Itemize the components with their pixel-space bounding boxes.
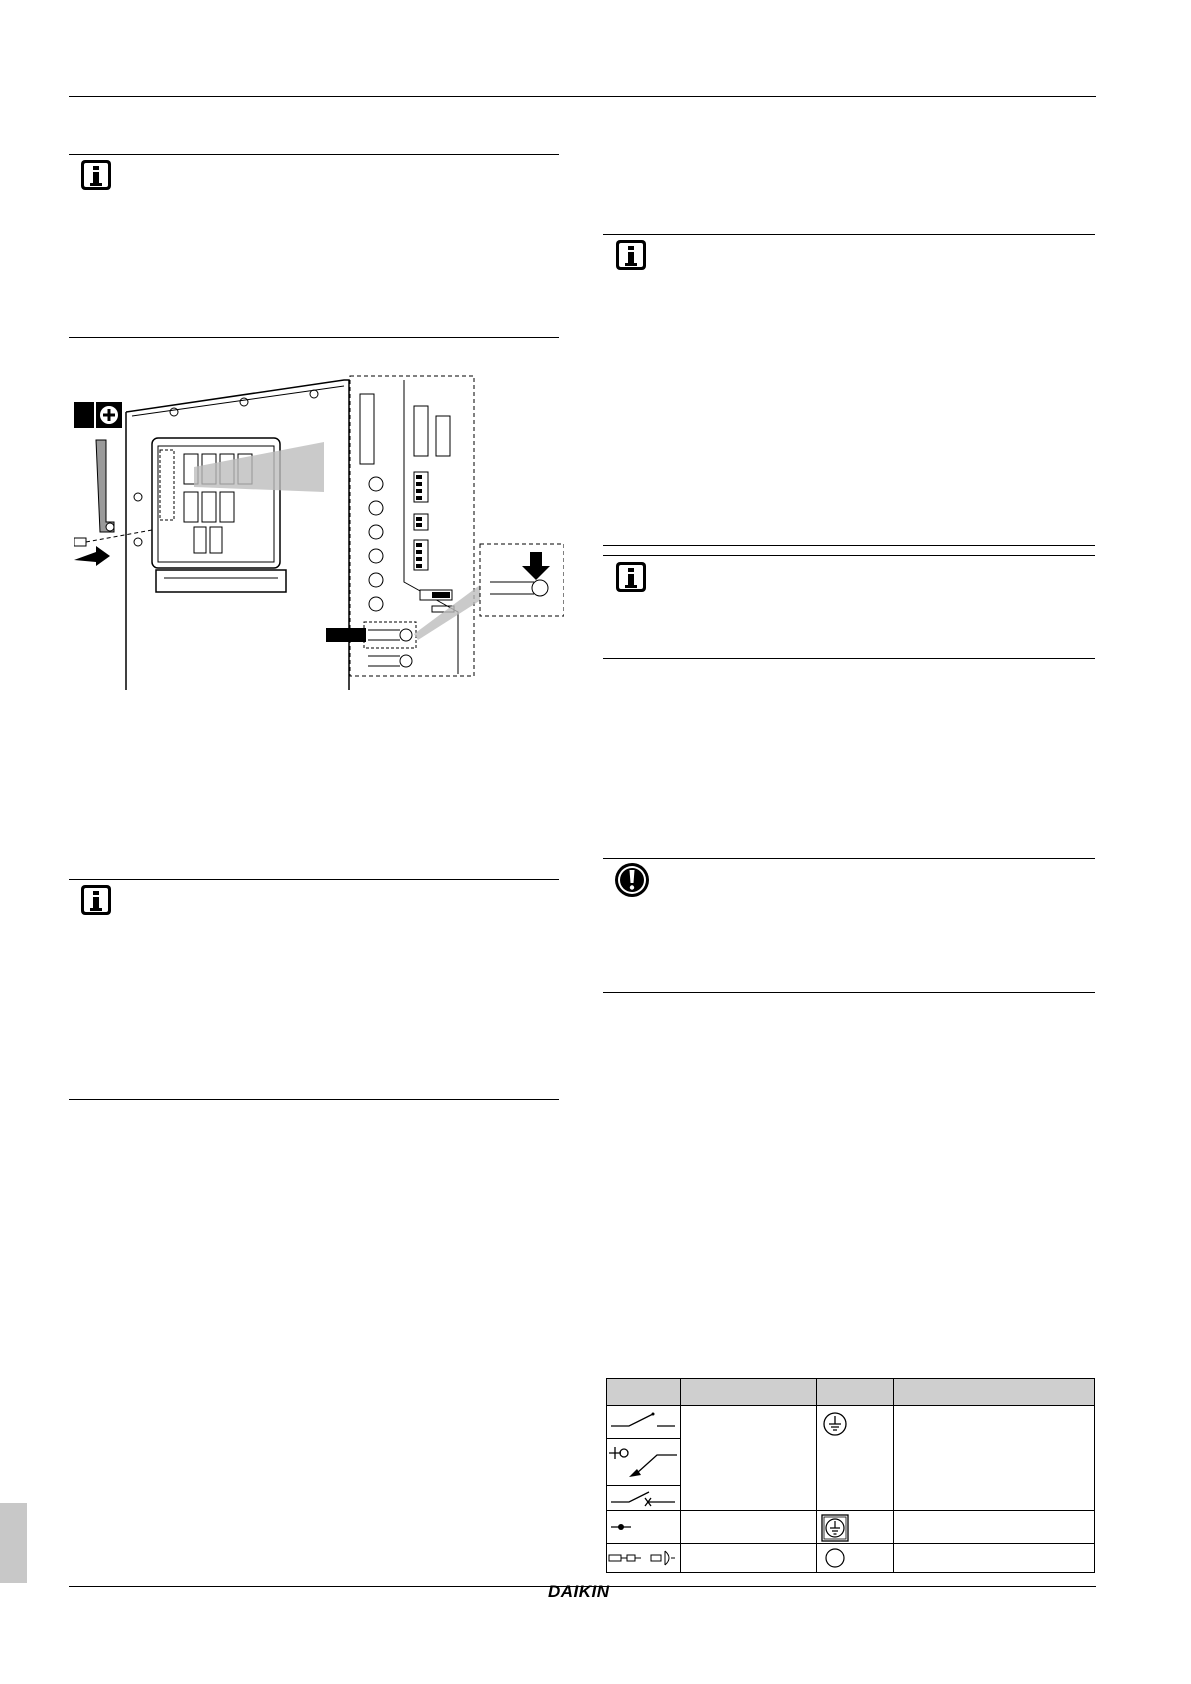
table-header-cell	[817, 1379, 894, 1406]
screw-icon	[240, 398, 248, 406]
daikin-logo: DAIKIN	[548, 1582, 610, 1601]
table-cell	[894, 1406, 1095, 1511]
table-cell	[817, 1544, 894, 1573]
table-cell	[681, 1544, 817, 1573]
arrow-icon	[74, 546, 110, 566]
screw-icon	[310, 390, 318, 398]
table-header-row	[607, 1379, 1095, 1406]
table-cell	[607, 1511, 681, 1544]
connector-symbol-icon	[607, 1545, 680, 1571]
table-row	[607, 1406, 1095, 1511]
info-icon	[615, 239, 647, 271]
screw-icon	[134, 538, 142, 546]
table-cell	[817, 1511, 894, 1544]
table-header-cell	[607, 1379, 681, 1406]
note-right-2-top-rule	[603, 555, 1095, 556]
info-icon	[615, 561, 647, 593]
table-cell	[817, 1406, 894, 1511]
connection-dot-symbol-icon	[607, 1512, 680, 1542]
table-cell	[681, 1406, 817, 1511]
table-row	[607, 1544, 1095, 1573]
chapter-side-tab	[0, 1503, 27, 1583]
info-icon	[80, 159, 112, 191]
switch-box-wiring-illustration	[74, 372, 564, 690]
screw-icon	[134, 493, 142, 501]
header-rule	[69, 96, 1096, 97]
table-cell	[894, 1544, 1095, 1573]
note-left-1-top-rule	[69, 154, 559, 155]
note-right-1-top-rule	[603, 234, 1095, 235]
warning-exclamation-icon	[614, 862, 650, 898]
switch-symbol-icon	[607, 1406, 680, 1439]
table-header-cell	[894, 1379, 1095, 1406]
note-left-2-top-rule	[69, 879, 559, 880]
screw-icon	[170, 408, 178, 416]
symbol-table	[606, 1378, 1095, 1573]
table-cell	[607, 1406, 681, 1511]
table-cell	[681, 1511, 817, 1544]
note-right-1-bottom-rule	[603, 545, 1095, 546]
note-right-3-bottom-rule	[603, 992, 1095, 993]
note-left-1-bottom-rule	[69, 337, 559, 338]
pushbutton-switch-symbol-icon	[607, 1439, 680, 1486]
table-row	[607, 1511, 1095, 1544]
table-cell	[607, 1544, 681, 1573]
note-right-3-top-rule	[603, 858, 1095, 859]
table-header-cell	[681, 1379, 817, 1406]
info-icon	[80, 884, 112, 916]
screwdriver-phillips-icon	[100, 406, 118, 424]
circle-terminal-icon	[821, 1545, 849, 1571]
breaker-switch-symbol-icon	[607, 1486, 680, 1510]
note-left-2-bottom-rule	[69, 1099, 559, 1100]
protective-earth-icon	[821, 1410, 849, 1438]
note-right-2-bottom-rule	[603, 658, 1095, 659]
protective-earth-boxed-icon	[821, 1514, 849, 1542]
table-cell	[894, 1511, 1095, 1544]
